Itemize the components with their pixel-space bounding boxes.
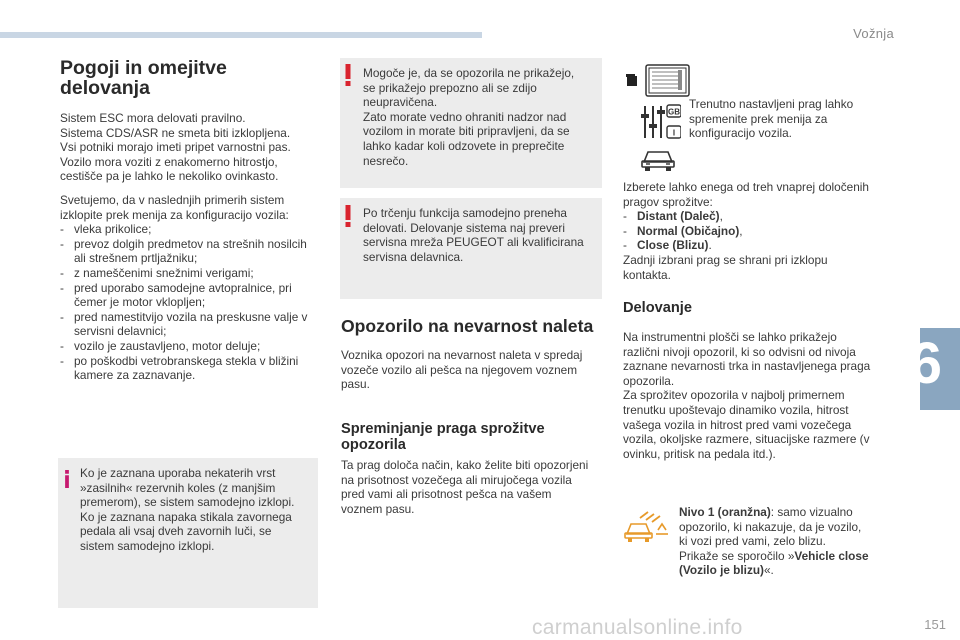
conditions-paragraph: Sistem ESC mora delovati pravilno. Sistema CDS/ASR ne smeta biti izklopljena. Vsi potniki morajo imeti pripet varnostni pas. Vozilo mora voziti z enakomerno hitrostjo, cestišče pa je lahko le nekoliko ovinkasto.	[60, 111, 291, 184]
collision-warning-paragraph: Voznika opozori na nevarnost naleta v spredaj vozeče vozilo ali pešca na njegovem voznem pasu.	[341, 348, 583, 392]
list-item: - vleka prikolice;	[60, 222, 322, 237]
i-label: I	[672, 128, 676, 138]
chapter-number: 6	[909, 331, 942, 396]
list-item: - po poškodbi vetrobranskega stekla v bližini kamere za zaznavanje.	[60, 354, 322, 383]
level1-description: Nivo 1 (oranžna): samo vizualno opozorilo, ki nakazuje, da je vozilo, ki vozi pred vami, zelo blizu. Prikaže se sporočilo »Vehicle close (Vozilo je blizu)«.	[679, 505, 869, 578]
section-title-conditions: Pogoji in omejitve delovanja	[60, 57, 227, 99]
recommendation-paragraph: Svetujemo, da v naslednjih primerih sistem izklopite prek menija za konfiguracijo vozila: - vleka prikolice; - prevoz dolgih predmetov na strešnih nosilcih ali strešnem prtljažniku; - z nameščenimi snežnimi verigami; - pred uporabo samodejne avtopralnice, pri čemer je motor vklopljen; - pred namestitvijo vozila na preskusne valje v servisni delavnici; - vozilo je zaustavljeno, motor deluje; - po poškodbi vetrobranskega stekla v bližini kamere za zaznavanje.	[60, 193, 322, 383]
collision-warning-title: Opozorilo na nevarnost naleta	[341, 316, 594, 336]
icon-description: Trenutno nastavljeni prag lahko spremenite prek menija za konfiguracijo vozila.	[689, 97, 854, 141]
list-item: - Close (Blizu).	[623, 238, 893, 253]
list-item: - vozilo je zaustavljeno, motor deluje;	[60, 339, 322, 354]
list-item: - z nameščenimi snežnimi verigami;	[60, 266, 322, 281]
list-item: - Distant (Daleč),	[623, 209, 893, 224]
car-icon	[640, 146, 676, 172]
list-item: - pred namestitvijo vozila na preskusne valje v servisni delavnici;	[60, 310, 322, 339]
warning-box-2-text: Po trčenju funkcija samodejno preneha delovati. Delovanje sistema naj preveri servisna mreža PEUGEOT ali kvalificirana servisna delavnica.	[363, 206, 584, 264]
warning-box-1-text: Mogoče je, da se opozorila ne prikažejo, se prikažejo prepozno ali se zdijo neupravičena. Zato morate vedno ohraniti nadzor nad vozilom in morate biti pripravljeni, da se lahko kadar koli odzovete in preprečite nesrečo.	[363, 66, 575, 168]
info-icon	[64, 467, 70, 491]
threshold-options-list	[623, 209, 893, 253]
list-item: - prevoz dolgih predmetov na strešnih nosilcih ali strešnem prtljažniku;	[60, 237, 322, 266]
header-bar	[0, 32, 482, 38]
gb-label: GB	[668, 107, 680, 117]
recommendation-list	[60, 222, 322, 383]
page-number: 151	[924, 617, 946, 632]
watermark: carmanualsonline.info	[532, 616, 743, 639]
operation-title: Delovanje	[623, 300, 692, 316]
warning-icon	[345, 205, 351, 227]
operation-paragraph: Na instrumentni plošči se lahko prikažejo različni nivoji opozoril, ki so odvisni od nivoja zaznane nevarnosti trka in nastavljenega praga opozorila. Za sprožitev opozorila v najbolj primernem trenutku upoštevajo dinamiko vozila, hitrost vašega vozila in hitrost pred vami vozečega vozila, okoljske razmere, situacijske razmere (v ovinku, pritisk na pedala itd.).	[623, 330, 871, 461]
threshold-subtitle: Spreminjanje praga sprožitve opozorila	[341, 421, 545, 453]
vehicle-settings-icon	[626, 64, 692, 98]
threshold-options-paragraph: Izberete lahko enega od treh vnaprej določenih pragov sprožitve: - Distant (Daleč), - Normal (Običajno), - Close (Blizu). Zadnji izbrani prag se shrani pri izklopu kontakta.	[623, 180, 893, 282]
info-box-text: Ko je zaznana uporaba nekaterih vrst »zasilnih« rezervnih koles (z manjšim premerom), se sistem samodejno izklopi. Ko je zaznana napaka stikala zavornega pedala ali vsaj dveh zavornih luči, se sistem samodejno izklopi.	[80, 466, 295, 553]
collision-warning-icon	[624, 508, 670, 544]
warning-icon	[345, 64, 351, 86]
list-item: - pred uporabo samodejne avtopralnice, pri čemer je motor vklopljen;	[60, 281, 322, 310]
sliders-icon	[641, 104, 681, 140]
section-title: Vožnja	[853, 26, 894, 41]
list-item: - Normal (Običajno),	[623, 224, 893, 239]
threshold-paragraph: Ta prag določa način, kako želite biti opozorjeni na prisotnost vozečega ali mirujočega vozila pred vami ali prisotnost pešca na vašem voznem pasu.	[341, 458, 589, 516]
